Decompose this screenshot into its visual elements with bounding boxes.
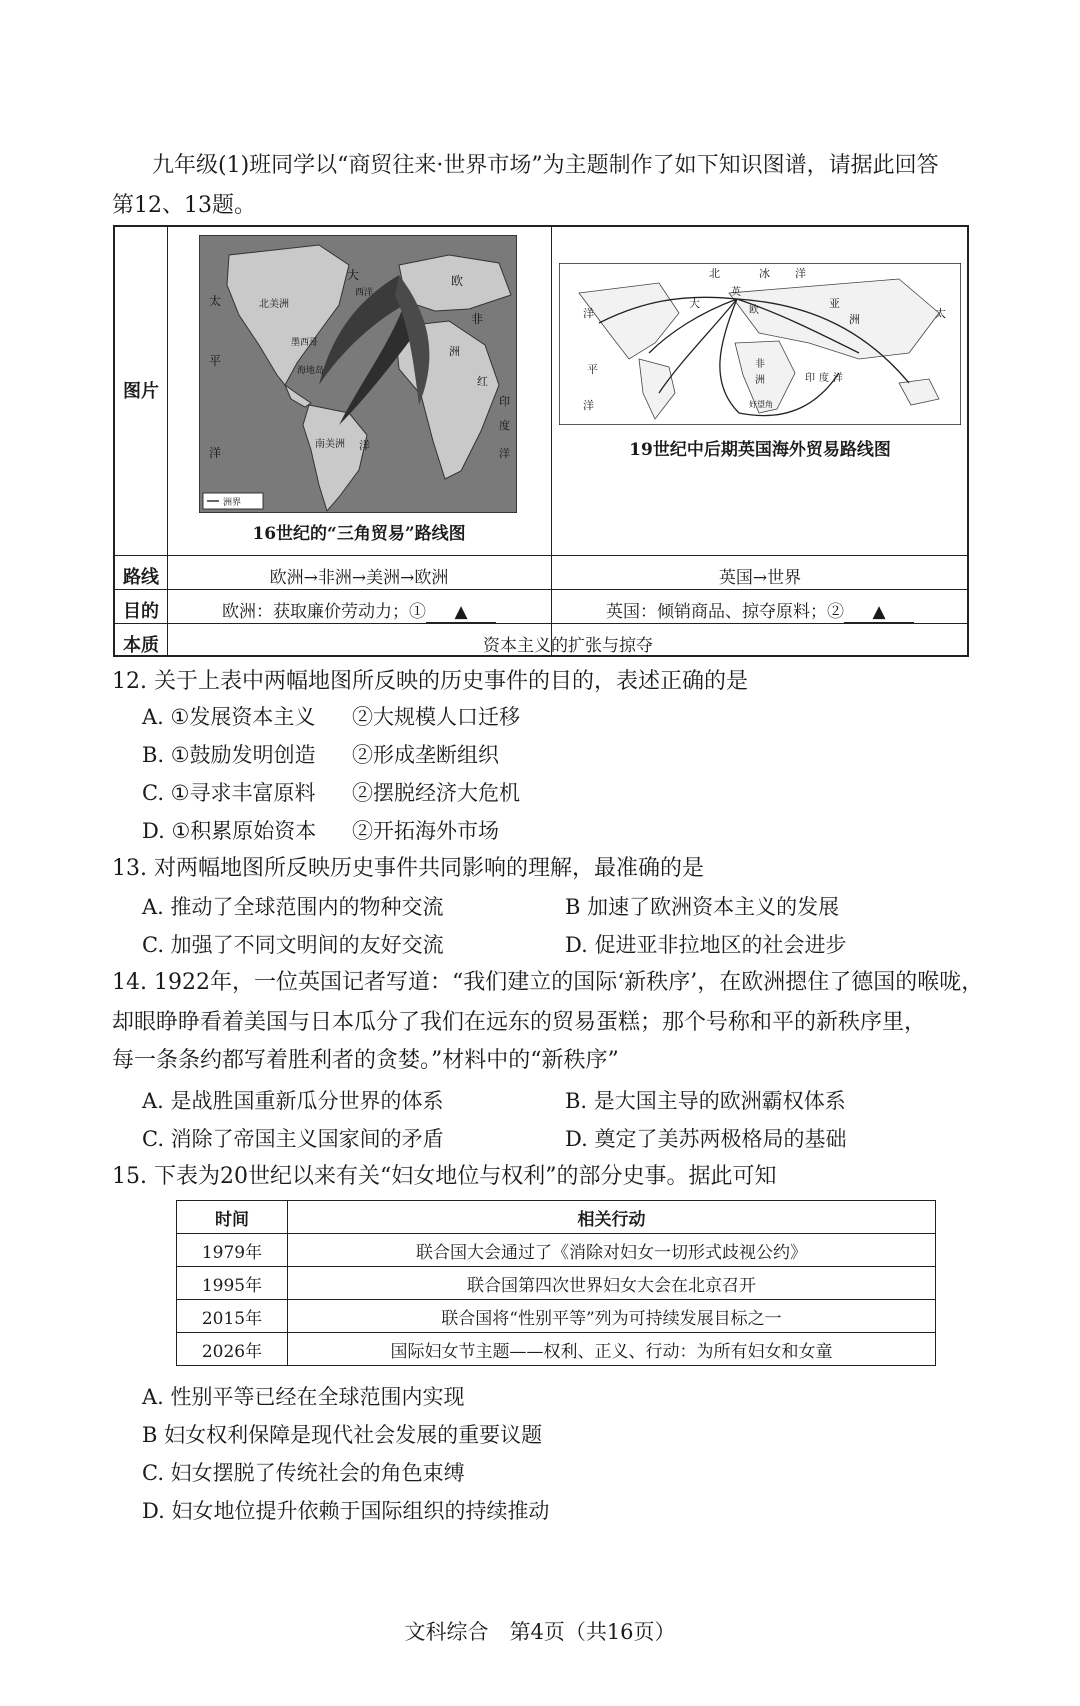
q13-option-c: C. 加强了不同文明间的友好交流 (142, 933, 444, 957)
table-row-divider (115, 589, 967, 590)
cell-action: 国际妇女节主题——权利、正义、行动：为所有妇女和女童 (288, 1333, 936, 1366)
table-divider (167, 227, 168, 655)
svg-text:北美洲: 北美洲 (259, 299, 289, 310)
svg-text:度: 度 (819, 373, 829, 384)
table-row (177, 1234, 936, 1267)
col-header-action: 相关行动 (288, 1201, 936, 1234)
cell-action: 联合国大会通过了《消除对妇女一切形式歧视公约》 (288, 1234, 936, 1267)
col-header-time: 时间 (177, 1201, 288, 1234)
svg-text:亚: 亚 (829, 297, 840, 310)
q12-option-d: D. ①积累原始资本 ②开拓海外市场 (142, 819, 499, 843)
blank-2: ▲ (844, 602, 914, 623)
q15-option-c: C. 妇女摆脱了传统社会的角色束缚 (142, 1461, 465, 1485)
knowledge-graph-table (113, 225, 969, 657)
svg-text:洲: 洲 (449, 345, 460, 358)
svg-text:洋: 洋 (583, 307, 594, 320)
table-row-divider (115, 623, 967, 624)
svg-text:红: 红 (477, 375, 488, 388)
q12-option-b: B. ①鼓励发明创造 ②形成垄断组织 (142, 743, 499, 767)
q15-stem: 15. 下表为20世纪以来有关“妇女地位与权利”的部分史事。据此可知 (112, 1164, 777, 1189)
blank-1: ▲ (426, 602, 496, 623)
svg-text:洲: 洲 (755, 375, 765, 386)
essence-cell: 资本主义的扩张与掠夺 (483, 636, 653, 656)
svg-text:平: 平 (587, 363, 598, 376)
cell-action: 联合国将“性别平等”列为可持续发展目标之一 (288, 1300, 936, 1333)
svg-text:大: 大 (347, 268, 360, 282)
svg-text:洋: 洋 (359, 439, 370, 452)
q13-option-d: D. 促进亚非拉地区的社会进步 (565, 933, 847, 957)
table-row (177, 1333, 936, 1366)
route-right: 英国→世界 (718, 568, 802, 588)
purpose-right: 英国：倾销商品、掠夺原料；② ▲ (551, 597, 969, 623)
svg-text:南美洲: 南美洲 (315, 439, 345, 450)
q13-option-b: B 加速了欧洲资本主义的发展 (565, 895, 840, 919)
row-label-purpose: 目的 (123, 601, 159, 622)
map2-caption: 19世纪中后期英国海外贸易路线图 (629, 440, 891, 460)
svg-text:洋: 洋 (795, 267, 806, 280)
map1-caption: 16世纪的“三角贸易”路线图 (252, 524, 466, 544)
svg-text:北: 北 (709, 267, 720, 280)
svg-text:洋: 洋 (833, 373, 843, 384)
british-trade-map (559, 263, 961, 425)
table-row-divider (115, 555, 967, 556)
svg-text:印: 印 (499, 395, 510, 408)
table-row (177, 1267, 936, 1300)
row-label-essence: 本质 (123, 635, 159, 656)
q12-option-a: A. ①发展资本主义 ②大规模人口迁移 (142, 705, 520, 729)
svg-text:海地岛: 海地岛 (297, 366, 325, 376)
intro-text (112, 146, 992, 226)
svg-text:洋: 洋 (583, 399, 594, 412)
svg-text:英: 英 (731, 287, 741, 298)
triangular-trade-map (199, 235, 517, 513)
map1-legend: 洲界 (223, 498, 242, 508)
q13-stem: 13. 对两幅地图所反映历史事件共同影响的理解，最准确的是 (112, 856, 704, 881)
svg-text:大: 大 (689, 297, 700, 310)
cell-year: 2026年 (177, 1333, 288, 1366)
q12-option-c: C. ①寻求丰富原料 ②摆脱经济大危机 (142, 781, 520, 805)
women-rights-table (176, 1200, 936, 1366)
svg-text:非: 非 (755, 359, 765, 370)
q14-stem-line-2: 却眼睁睁看着美国与日本瓜分了我们在远东的贸易蛋糕；那个号称和平的新秩序里， (112, 1010, 927, 1035)
table-header-row (177, 1201, 936, 1234)
q15-option-a: A. 性别平等已经在全球范围内实现 (142, 1385, 465, 1409)
route-left: 欧洲→非洲→美洲→欧洲 (269, 568, 449, 588)
svg-text:非: 非 (471, 312, 484, 326)
q14-option-b: B. 是大国主导的欧洲霸权体系 (565, 1089, 846, 1113)
q14-stem-line-1: 14. 1922年，一位英国记者写道：“我们建立的国际‘新秩序’，在欧洲摁住了德国的喉咙， (112, 970, 984, 995)
cell-action: 联合国第四次世界妇女大会在北京召开 (288, 1267, 936, 1300)
row-label-picture: 图片 (123, 381, 159, 402)
q15-option-b: B 妇女权利保障是现代社会发展的重要议题 (142, 1423, 543, 1447)
svg-text:欧: 欧 (451, 274, 464, 288)
cell-year: 1995年 (177, 1267, 288, 1300)
cell-year: 1979年 (177, 1234, 288, 1267)
svg-text:欧: 欧 (749, 305, 759, 316)
svg-text:印: 印 (805, 373, 815, 384)
q13-option-a: A. 推动了全球范围内的物种交流 (142, 895, 444, 919)
svg-text:太: 太 (935, 307, 946, 320)
svg-text:太: 太 (209, 294, 222, 308)
q14-option-d: D. 奠定了美苏两极格局的基础 (565, 1127, 847, 1151)
q15-option-d: D. 妇女地位提升依赖于国际组织的持续推动 (142, 1499, 550, 1523)
svg-text:洋: 洋 (499, 447, 510, 460)
cell-year: 2015年 (177, 1300, 288, 1333)
svg-text:平: 平 (209, 354, 222, 368)
q14-option-a: A. 是战胜国重新瓜分世界的体系 (142, 1089, 444, 1113)
q14-stem-line-3: 每一条条约都写着胜利者的贪婪。”材料中的“新秩序” (112, 1048, 619, 1073)
table-row (177, 1300, 936, 1333)
svg-text:洲: 洲 (849, 313, 860, 326)
row-label-route: 路线 (123, 567, 159, 588)
q14-option-c: C. 消除了帝国主义国家间的矛盾 (142, 1127, 444, 1151)
svg-text:度: 度 (499, 419, 510, 432)
svg-text:西洋: 西洋 (355, 288, 374, 298)
page-footer: 文科综合 第4页（共16页） (404, 1620, 676, 1644)
svg-text:冰: 冰 (759, 267, 770, 280)
purpose-left: 欧洲：获取廉价劳动力；① ▲ (167, 597, 551, 623)
q12-stem: 12. 关于上表中两幅地图所反映的历史事件的目的，表述正确的是 (112, 669, 748, 694)
svg-text:好望角: 好望角 (749, 400, 773, 409)
svg-text:墨西哥: 墨西哥 (291, 338, 319, 348)
svg-text:洋: 洋 (209, 446, 222, 460)
intro-line-2: 第12、13题。 (112, 193, 256, 218)
intro-line-1: 九年级(1)班同学以“商贸往来·世界市场”为主题制作了如下知识图谱，请据此回答 (152, 153, 939, 178)
